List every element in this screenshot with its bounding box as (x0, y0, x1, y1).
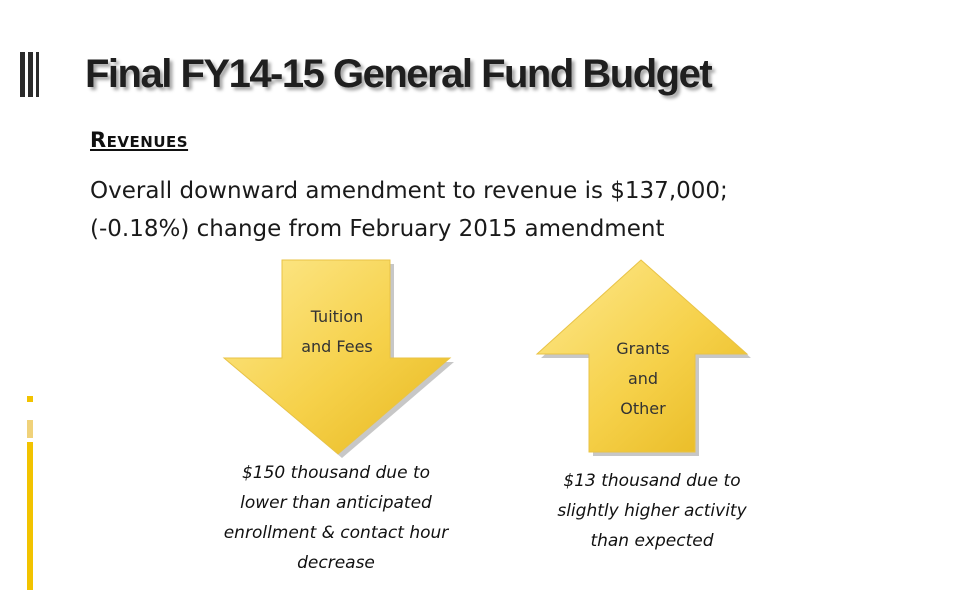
decorative-bar (36, 52, 39, 97)
decorative-bar (27, 420, 33, 438)
tuition-note-line: lower than anticipated (240, 493, 432, 513)
tuition-label-line: Tuition (310, 307, 364, 326)
grants-label-line: and (627, 369, 659, 388)
tuition-note-line: $150 thousand due to (241, 463, 431, 483)
tuition-label (222, 302, 452, 362)
tuition-note-line: enrollment & contact hour (223, 523, 449, 543)
grants-label-line: Grants (616, 339, 670, 358)
decorative-bar (27, 442, 33, 590)
decorative-square (27, 396, 33, 402)
grants-label (535, 334, 751, 424)
summary-line: (-0.18%) change from February 2015 amendment (90, 216, 665, 242)
grants-label-line: Other (620, 399, 666, 418)
section-heading: Revenues (90, 128, 189, 152)
tuition-note-line: decrease (297, 553, 375, 573)
grants-note (520, 466, 784, 556)
grants-up-arrow (535, 258, 751, 454)
tuition-note (196, 458, 476, 578)
grants-note-line: than expected (590, 531, 714, 551)
decorative-bar (20, 52, 25, 97)
grants-note-line: slightly higher activity (557, 501, 747, 521)
slide-title: Final FY14-15 General Fund Budget (85, 52, 712, 96)
revenue-summary (90, 172, 850, 248)
tuition-down-arrow (222, 258, 452, 454)
decorative-bar (28, 52, 33, 97)
tuition-label-line: and Fees (301, 337, 373, 356)
summary-line: Overall downward amendment to revenue is $137,000; (90, 178, 728, 204)
grants-note-line: $13 thousand due to (563, 471, 741, 491)
